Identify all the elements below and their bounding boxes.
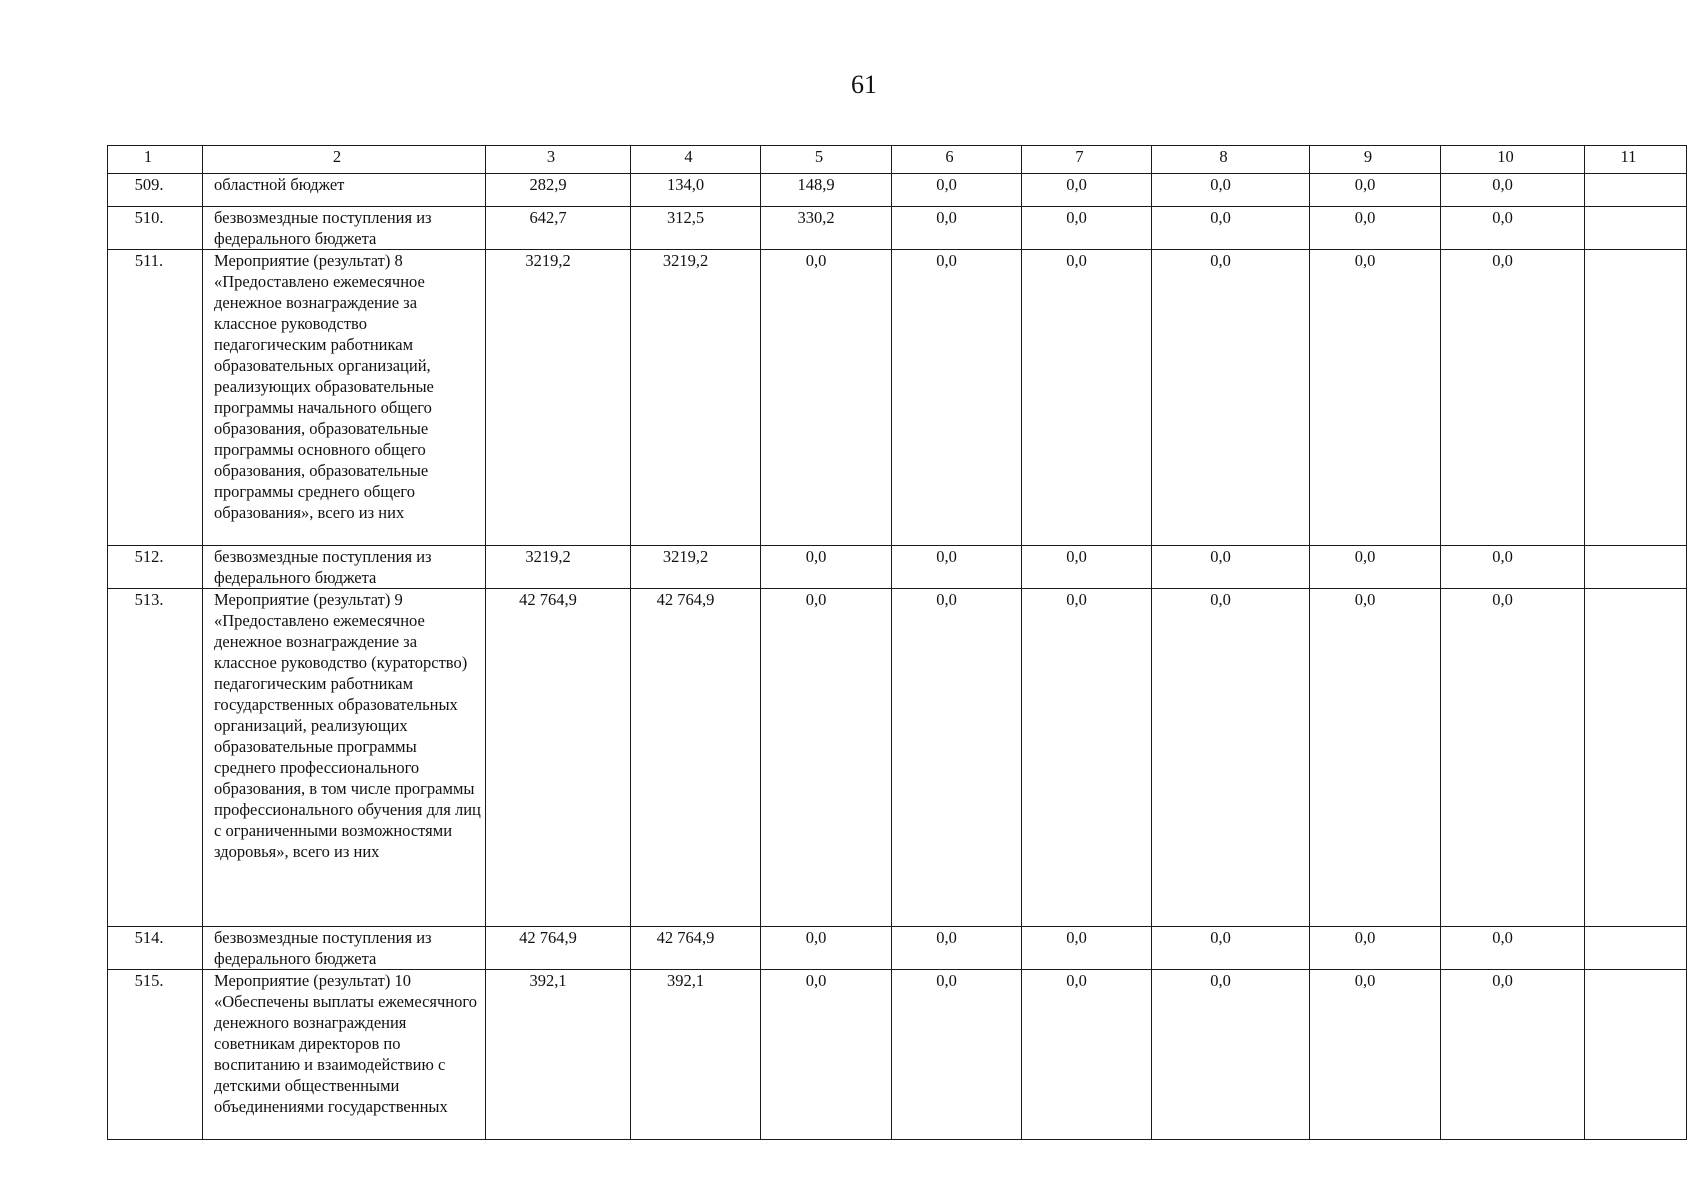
cell-col-8: 0,0	[1152, 927, 1310, 970]
row-number: 515.	[108, 970, 203, 1140]
cell-col-11	[1585, 250, 1687, 546]
cell-col-5: 0,0	[761, 970, 892, 1140]
cell-col-5: 0,0	[761, 927, 892, 970]
column-header: 10	[1441, 146, 1585, 174]
row-number: 510.	[108, 207, 203, 250]
column-header: 9	[1310, 146, 1441, 174]
cell-col-7: 0,0	[1022, 546, 1152, 589]
row-name: Мероприятие (результат) 9 «Предоставлено ежемесячное денежное вознаграждение за классное руководство (кураторство) педагогическим работникам государственных образовательных организаций, реализующих образовательные программы среднего профессионального образования, в том числе программы профессионального обучения для лиц с ограниченными возможностями здоровья», всего из них	[203, 589, 486, 927]
column-header: 7	[1022, 146, 1152, 174]
row-number: 509.	[108, 174, 203, 207]
table-row	[108, 207, 1687, 250]
row-name: областной бюджет	[203, 174, 486, 207]
cell-col-6: 0,0	[892, 927, 1022, 970]
cell-col-9: 0,0	[1310, 546, 1441, 589]
row-name: безвозмездные поступления из федерального бюджета	[203, 207, 486, 250]
cell-col-8: 0,0	[1152, 589, 1310, 927]
cell-col-3: 392,1	[486, 970, 631, 1140]
cell-col-9: 0,0	[1310, 589, 1441, 927]
cell-col-11	[1585, 589, 1687, 927]
cell-col-10: 0,0	[1441, 174, 1585, 207]
cell-col-11	[1585, 970, 1687, 1140]
column-header: 1	[108, 146, 203, 174]
cell-col-6: 0,0	[892, 250, 1022, 546]
table-row	[108, 250, 1687, 546]
cell-col-5: 0,0	[761, 589, 892, 927]
row-number: 513.	[108, 589, 203, 927]
cell-col-6: 0,0	[892, 174, 1022, 207]
cell-col-8: 0,0	[1152, 970, 1310, 1140]
cell-col-3: 3219,2	[486, 250, 631, 546]
row-name: безвозмездные поступления из федерального бюджета	[203, 546, 486, 589]
cell-col-8: 0,0	[1152, 174, 1310, 207]
cell-col-8: 0,0	[1152, 250, 1310, 546]
cell-col-9: 0,0	[1310, 207, 1441, 250]
cell-col-10: 0,0	[1441, 927, 1585, 970]
cell-col-10: 0,0	[1441, 250, 1585, 546]
budget-table	[107, 145, 1687, 1140]
cell-col-5: 0,0	[761, 546, 892, 589]
cell-col-9: 0,0	[1310, 250, 1441, 546]
cell-col-7: 0,0	[1022, 589, 1152, 927]
column-header: 6	[892, 146, 1022, 174]
cell-col-6: 0,0	[892, 207, 1022, 250]
header-row	[108, 146, 1687, 174]
cell-col-3: 3219,2	[486, 546, 631, 589]
cell-col-4: 392,1	[631, 970, 761, 1140]
row-number: 512.	[108, 546, 203, 589]
cell-col-7: 0,0	[1022, 174, 1152, 207]
column-header: 4	[631, 146, 761, 174]
table-row	[108, 970, 1687, 1140]
cell-col-6: 0,0	[892, 589, 1022, 927]
cell-col-9: 0,0	[1310, 927, 1441, 970]
cell-col-4: 3219,2	[631, 546, 761, 589]
cell-col-3: 42 764,9	[486, 589, 631, 927]
cell-col-8: 0,0	[1152, 207, 1310, 250]
table-row	[108, 174, 1687, 207]
cell-col-4: 312,5	[631, 207, 761, 250]
cell-col-5: 0,0	[761, 250, 892, 546]
row-name: Мероприятие (результат) 8 «Предоставлено ежемесячное денежное вознаграждение за классное руководство педагогическим работникам образовательных организаций, реализующих образовательные программы начального общего образования, образовательные программы основного общего образования, образовательные программы среднего общего образования», всего из них	[203, 250, 486, 546]
cell-col-3: 642,7	[486, 207, 631, 250]
cell-col-10: 0,0	[1441, 589, 1585, 927]
column-header: 3	[486, 146, 631, 174]
cell-col-6: 0,0	[892, 546, 1022, 589]
cell-col-10: 0,0	[1441, 970, 1585, 1140]
cell-col-9: 0,0	[1310, 970, 1441, 1140]
cell-col-7: 0,0	[1022, 250, 1152, 546]
cell-col-3: 42 764,9	[486, 927, 631, 970]
row-number: 514.	[108, 927, 203, 970]
cell-col-4: 134,0	[631, 174, 761, 207]
row-name: безвозмездные поступления из федерального бюджета	[203, 927, 486, 970]
row-number: 511.	[108, 250, 203, 546]
cell-col-7: 0,0	[1022, 927, 1152, 970]
cell-col-4: 3219,2	[631, 250, 761, 546]
cell-col-8: 0,0	[1152, 546, 1310, 589]
column-header: 8	[1152, 146, 1310, 174]
cell-col-4: 42 764,9	[631, 927, 761, 970]
cell-col-10: 0,0	[1441, 207, 1585, 250]
page-number: 61	[851, 70, 877, 99]
cell-col-11	[1585, 207, 1687, 250]
column-header: 2	[203, 146, 486, 174]
cell-col-11	[1585, 927, 1687, 970]
cell-col-10: 0,0	[1441, 546, 1585, 589]
cell-col-5: 330,2	[761, 207, 892, 250]
cell-col-3: 282,9	[486, 174, 631, 207]
column-header: 11	[1585, 146, 1687, 174]
table-row	[108, 546, 1687, 589]
cell-col-7: 0,0	[1022, 207, 1152, 250]
table-row	[108, 927, 1687, 970]
cell-col-7: 0,0	[1022, 970, 1152, 1140]
column-header: 5	[761, 146, 892, 174]
cell-col-9: 0,0	[1310, 174, 1441, 207]
table-row	[108, 589, 1687, 927]
row-name: Мероприятие (результат) 10 «Обеспечены выплаты ежемесячного денежного вознаграждения советникам директоров по воспитанию и взаимодействию с детскими общественными объединениями государственных	[203, 970, 486, 1140]
cell-col-6: 0,0	[892, 970, 1022, 1140]
cell-col-5: 148,9	[761, 174, 892, 207]
cell-col-11	[1585, 174, 1687, 207]
cell-col-11	[1585, 546, 1687, 589]
cell-col-4: 42 764,9	[631, 589, 761, 927]
